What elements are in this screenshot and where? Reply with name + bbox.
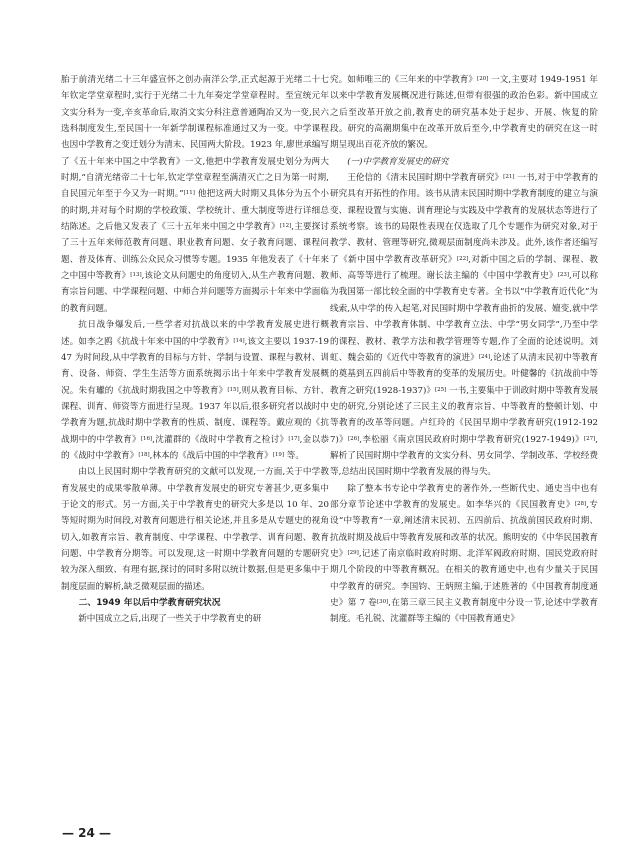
page-number: — 24 — bbox=[62, 826, 112, 840]
left-column bbox=[61, 72, 329, 628]
right-column bbox=[330, 72, 598, 628]
section-heading: 二、1949 年以后中学教育研究状况 bbox=[78, 598, 221, 608]
paragraph: 究。如师唯三的《三年来的中学教育》[20] 一文,主要对 1949-1951 年以来中学教育发展概况进行陈述,但带有很强的政治色彩。新中国成立之后至改革开放之前,教育史的研究基本处于起步、开展、恢复的阶段。研究的高潮期集中在改革开放后至今,中学教育史的研究在这一时期呈现出百花齐放的繁况。 bbox=[330, 75, 598, 151]
paragraph: 胎于前清光绪二十三年盛宣怀之创办南洋公学,正式起源于光绪二十七年钦定学堂章程时,实行于光绪二十九年奏定学堂章程时。至宣统元年文实分科为一变,辛亥革命后,取消文实分科注意普通陶冶又为一变,民六选科制度发生,至民国十一年新学制课程标准通过又为一变。中学课程也因中学教育之变迁划分为清末、民国两大阶段。1923 年,廖世承编写了《五十年来中国之中学教育》一文,他把中学教育发展史划分为两大时期,“自清光绪帝二十七年,钦定学堂章程至满清灭亡之日为第一时期,自民国元年至于今又为一时期。”[11] 他把这两大时期又具体分为五个小的时期,并对每个时期的学校政策、学校统计、重大制度等进行详细总结陈述。之后他又发表了《三十五年来中国之中学教育》[12],主要探讨了三十五年来师范教育问题、职业教育问题、女子教育问题、课程问题、普及体育、训练公众民众习惯等专题。1935 年他发表了《十年来之中国中等教育》[13],该论文从问题史的角度切入,从生产教育问题、教育宗旨问题、中学课程问题、中师合并问题等方面揭示十年来中学面临的教育问题。 bbox=[61, 75, 329, 314]
paragraph: 新中国成立之后,出现了一些关于中学教育史的研 bbox=[78, 614, 262, 625]
subsection-heading: (一)中学教育发展史的研究 bbox=[347, 156, 449, 167]
paragraph: 王伦信的《清末民国时期中学教育研究》[21] 一书,对于中学教育的研究具有开拓性的作用。该书从清末民国时期中学教育制度的建立与演变、课程设置与实施、训育理论与实践及中学教育的发展状态等进行了系统考察。该书的局限性表现在仅选取了几个专题作为研究对象,对于教学、教材、管理等研究,微观层面制度尚未涉及。此外,该作者还编写了《新中国中学教育改革研究》[22],对新中国之后的学制、课程、教师、高等等进行了梳理。谢长法主编的《中国中学教育史》[23],可以称为我国第一部比较全面的中学教育史专著。全书以“中学教育近代化”为线索,从中学的传入起笔,对民国时期中学教育曲折的发展、嬗变,就中学教育宗旨、中学教育体制、中学教育立法、中学“男女同学”,乃至中学的课程、教材、教学方法和教学管理等专题,作了全面的论述说明。刘虹、魏会茹的《近代中等教育的演进》[24],论述了从清末民初中等教育的奠基到五四前后中等教育的变革的发展历史。叶健馨的《抗战前中等教育之研究(1928-1937)》[25] 一书,主要集中于训政时期中等教育发展史的研究,分别论述了三民主义的教育宗旨、中等教育的整顿计划、中等教育的改革等问题。卢红玲的《民国早期中学教育研究(1912-1927)》[26],李松丽《南京国民政府时期中学教育研究(1927-1949)》[27],解析了民国时期中学教育的文实分科、男女同学、学制改革、学校经费等,总结出民国时期中学教育发展的得与失。 bbox=[330, 173, 598, 478]
paragraph: 除了整本书专论中学教育史的著作外,一些断代史、通史当中也有部分章节论述中学教育的发展史。如李华兴的《民国教育史》[28],专设“中等教育”一章,阐述清末民初、五四前后、抗战前国民政府时期、抗战时期及战后中等教育发展和改革的状况。熊明安的《中华民国教育史》[29],记述了南京临时政府时期、北洋军阀政府时期、国民党政府时期几个阶段的中等教育概况。在相关的教育通史中,也有少量关于民国中学教育的研究。李国钧、王炳照主编,于述胜著的《中国教育制度通史》第 7 卷[30],在第三章三民主义教育制度中分设一节,论述中学教育制度。毛礼锐、沈灌群等主编的《中国教育通史》 bbox=[330, 483, 598, 625]
paragraph: 抗日战争爆发后,一些学者对抗战以来的中学教育发展史进行概述。如李之鸥《抗战十年来中国的中学教育》[14],该文主要以 1937-1947 为时间段,从中学教育的目标与方针、学制与设置、课程与教材、训育、设备、师资、学生生活等方面系统揭示出十年来中学教育发展概况。朱有瓛的《抗战时期我国之中等教育》[15],则从教育目标、方针、课程、训育、师资等方面进行呈现。1937 年以后,很多研究者以战时中学教育为题,抗战时期中学教育的性质、制度、课程等。戴应观的《抗战期中的中学教育》[16],沈灌群的《战时中学教育之检讨》[17],金以恭的《战时中学教育》[18],林本的《战后中国的中学教育》[19] 等。 bbox=[61, 320, 329, 461]
paragraph: 由以上民国时期中学教育研究的文献可以发现,一方面,关于中学教育发展史的成果零散单薄。中学教育发展史的研究专著甚少,更多集中于论文的形式。另一方面,关于中学教育史的研究大多是以 10 年、20 等短时期为时间段,对教育问题进行相关论述,并且多是从专题史的视角切入,如教育宗旨、教育制度、中学课程、中学教学、训育问题、教育问题、中学教育分期等。可以发现,这一时期中学教育问题的专题研究较为深入细致、有理有据,探讨的同时多附以统计数据,但是更多集中于制度层面的解析,缺乏微观层面的描述。 bbox=[61, 467, 329, 592]
